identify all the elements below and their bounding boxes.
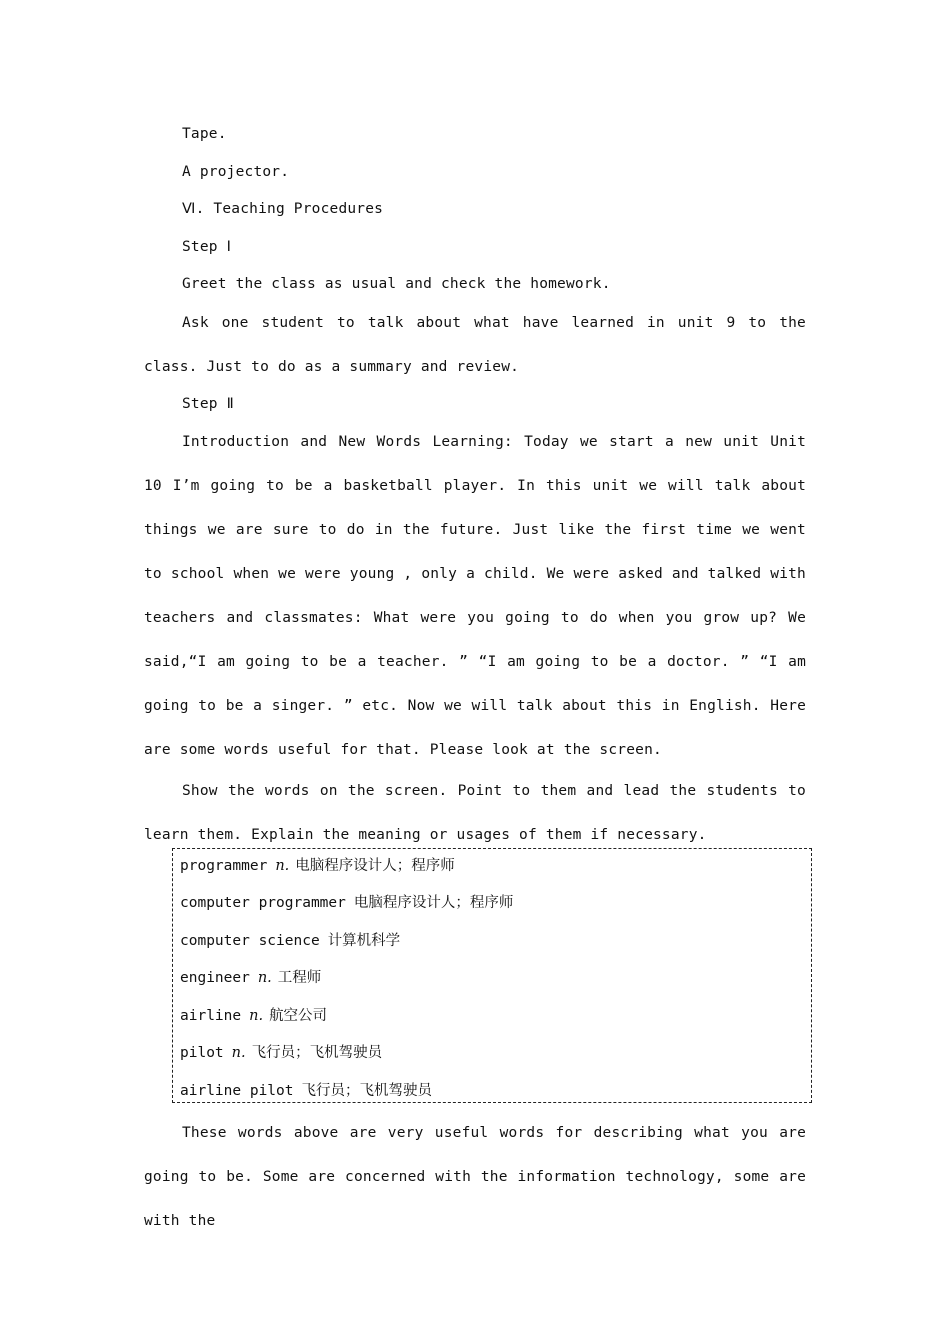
vocab-item [180,931,400,951]
vocab-meaning: 工程师 [277,970,322,986]
vocab-term: airline [180,1008,242,1024]
paragraph-show-words: Show the words on the screen. Point to them and lead the students to learn them. Explain the meaning or usages of them if necessary. [144,783,806,843]
document-body-top [144,116,806,854]
document-body-bottom [144,1114,806,1240]
vocab-item [180,1081,432,1101]
vocab-pos: n. [231,1045,246,1061]
vocab-item [180,1006,327,1026]
paragraph-tape: Tape. [182,126,227,142]
paragraph-summary: Ask one student to talk about what have learned in unit 9 to the class. Just to do as a summary and review. [144,314,806,375]
vocab-term: engineer [180,970,250,986]
vocab-meaning: 电脑程序设计人；程序师 [295,858,455,874]
vocab-item [180,1043,382,1063]
vocab-pos: n. [275,858,290,874]
vocab-item [180,856,455,876]
paragraph-projector: A projector. [182,163,290,180]
vocab-term: airline pilot [180,1083,294,1099]
vocab-meaning: 飞行员；飞机驾驶员 [301,1083,432,1099]
vocab-meaning: 电脑程序设计人；程序师 [353,895,514,911]
paragraph-greet: Greet the class as usual and check the homework. [182,276,611,292]
vocabulary-box [172,848,812,1103]
vocab-term: computer programmer [180,895,346,911]
vocab-item [180,893,513,913]
vocab-pos: n. [249,1008,264,1024]
section-heading-teaching-procedures: Ⅵ. Teaching Procedures [182,201,384,217]
vocab-term: pilot [180,1045,224,1061]
vocab-meaning: 航空公司 [269,1008,328,1024]
vocab-meaning: 计算机科学 [327,933,401,949]
paragraph-words-useful: These words above are very useful words for describing what you are going to be. Some are concerned with the information technology, some are with the [144,1125,806,1229]
vocab-term: programmer [180,858,268,874]
step-heading-1: Step Ⅰ [182,238,232,255]
vocab-item [180,968,321,988]
vocab-pos: n. [257,970,272,986]
step-heading-2: Step Ⅱ [182,395,234,412]
paragraph-introduction: Introduction and New Words Learning: Today we start a new unit Unit 10 I’m going to be a basketball player. In this unit we will talk about things we are sure to do in the future. Just like the first time we went to school when we were young , only a child. We were asked and talked with teachers and classmates: What were you going to do when you grow up? We said,“I am going to be a teacher. ” “I am going to be a doctor. ” “I am going to be a singer. ” etc. Now we will talk about this in English. Here are some words useful for that. Please look at the screen. [144,434,806,758]
vocab-term: computer science [180,933,320,949]
vocab-meaning: 飞行员；飞机驾驶员 [251,1045,383,1061]
